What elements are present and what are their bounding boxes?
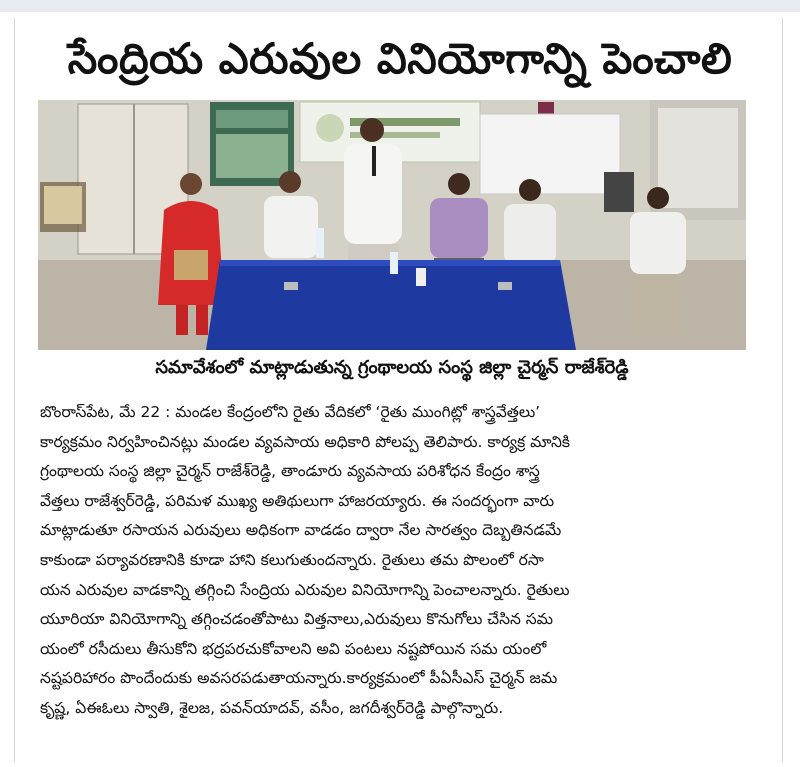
body-line: యన ఎరువుల వాడకాన్ని తగ్గించి సేంద్రియ ఎరువుల వినియోగాన్ని పెంచాలన్నారు. రైతులు — [40, 580, 570, 599]
page-top-band — [0, 0, 800, 12]
body-line: యూరియా వినియోగాన్ని తగ్గించడంతోపాటు విత్తనాలు,ఎరువులు కొనుగోలు చేసిన సమ — [40, 610, 554, 629]
article-body — [40, 398, 760, 724]
body-line: వేత్తలు రాజేశ్వర్‌రెడ్డి, పరిమళ ముఖ్య అతిథులుగా హాజరయ్యారు. ఈ సందర్భంగా వారు — [40, 491, 555, 510]
article-headline: సేంద్రియ ఎరువుల వినియోగాన్ని పెంచాలి — [67, 34, 733, 83]
body-line: గ్రంథాలయ సంస్థ జిల్లా చైర్మన్ రాజేశ్‌రెడ్డి, తాండూరు వ్యవసాయ పరిశోధన కేంద్రం శాస్త్ర — [40, 462, 540, 481]
column-rule-right — [782, 18, 783, 763]
column-rule-left — [14, 18, 15, 763]
body-line: కాకుండా పర్యావరణానికి కూడా హాని కలుగుతుందన్నారు. రైతులు తమ పొలంలో రసా — [40, 550, 544, 569]
body-line: నష్టపరిహారం పొందేందుకు అవసరపడుతాయన్నారు.కార్యక్రమంలో పీఏసీఎస్ చైర్మన్ జమ — [40, 669, 558, 688]
article-photo — [38, 100, 746, 350]
body-line: కార్యక్రమం నిర్వహించినట్లు మండల వ్యవసాయ అధికారి పోలప్ప తెలిపారు. కార్యక్ర మానికి — [40, 432, 570, 451]
body-line: మాట్లాడుతూ రసాయన ఎరువులు అధికంగా వాడడం ద్వారా నేల సారత్వం దెబ్బతినడమే — [40, 521, 562, 540]
body-line: యంలో రసీదులు తీసుకోని భద్రపరచుకోవాలని అవి పంటలు నష్టపోయిన సమ యంలో — [40, 639, 547, 658]
body-line: కృష్ణ, ఏఈఓలు స్వాతి, శైలజ, పవన్‌యాదవ్, వసీం, జగదీశ్వర్‌రెడ్డి పాల్గొన్నారు. — [40, 698, 504, 717]
body-line: బొంరాస్‌పేట, మే 22 : మండల కేంద్రంలోని రైతు వేదికలో ‘రైతు ముంగిట్లో శాస్త్రవేత్తలు’ — [40, 403, 541, 421]
photo-caption: సమావేశంలో మాట్లాడుతున్న గ్రంథాలయ సంస్థ జిల్లా చైర్మన్ రాజేశ్‌రెడ్డి — [155, 357, 629, 378]
